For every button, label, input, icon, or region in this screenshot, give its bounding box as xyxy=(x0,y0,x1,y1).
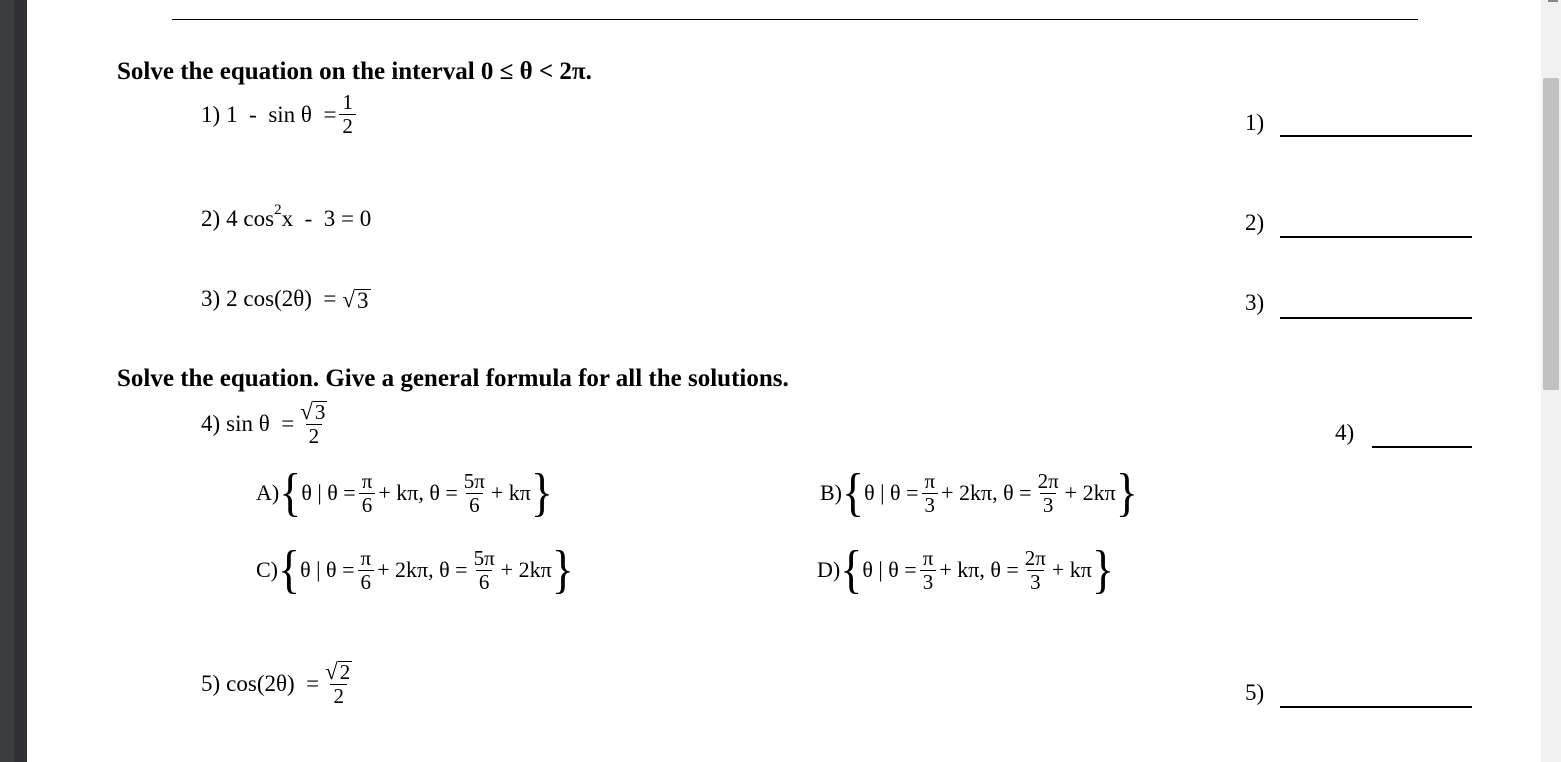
question-number: 4) xyxy=(201,410,221,436)
question-pre: 4 cos xyxy=(226,206,275,231)
question-number: 5) xyxy=(201,670,221,696)
fraction xyxy=(339,92,356,137)
fraction xyxy=(357,545,374,594)
fraction-denominator: 6 xyxy=(476,570,493,593)
fraction-numerator xyxy=(297,400,330,424)
answer-blank-3[interactable] xyxy=(1280,317,1472,319)
choice-label: B) xyxy=(820,480,842,505)
answer-label-1: 1) xyxy=(1245,110,1265,135)
question-lhs: 1 - sin θ = xyxy=(226,101,337,127)
square-root xyxy=(300,400,327,423)
choice-c[interactable] xyxy=(256,540,574,599)
left-brace: { xyxy=(279,463,302,522)
answer-label-5: 5) xyxy=(1245,680,1265,705)
left-sidebar xyxy=(0,0,27,762)
choice-end: + kπ xyxy=(490,480,531,505)
right-brace: } xyxy=(1115,463,1138,522)
question-number: 2) xyxy=(201,206,221,231)
fraction xyxy=(1022,545,1049,594)
fraction xyxy=(297,400,330,447)
choice-label: C) xyxy=(256,557,278,582)
fraction xyxy=(461,468,488,517)
fraction xyxy=(1035,468,1062,517)
fraction xyxy=(322,660,355,707)
top-rule xyxy=(172,19,1418,20)
fraction xyxy=(359,468,376,517)
question-1 xyxy=(201,92,359,137)
fraction-numerator xyxy=(322,660,355,684)
choice-label: A) xyxy=(256,480,280,505)
section-heading-interval: Solve the equation on the interval 0 ≤ θ < 2π. xyxy=(117,58,592,85)
square-root xyxy=(342,288,370,311)
fraction-denominator: 6 xyxy=(358,570,375,593)
question-4 xyxy=(201,400,333,447)
radical-sign: √ xyxy=(300,399,313,424)
set-builder: θ | θ = xyxy=(864,480,919,505)
fraction-numerator: π xyxy=(922,545,934,570)
question-5 xyxy=(201,660,358,707)
fraction-numerator: 2π xyxy=(1037,468,1059,493)
answer-label-4: 4) xyxy=(1335,420,1355,445)
radicand: 3 xyxy=(314,400,326,424)
answer-blank-4[interactable] xyxy=(1372,446,1472,448)
choice-b[interactable] xyxy=(820,463,1138,522)
fraction-denominator: 3 xyxy=(922,493,939,516)
scrollbar-mark xyxy=(1548,0,1558,2)
question-lhs: cos(2θ) = xyxy=(226,670,320,696)
left-brace: { xyxy=(842,463,865,522)
fraction xyxy=(471,545,498,594)
right-brace: } xyxy=(1091,540,1114,599)
answer-blank-1[interactable] xyxy=(1280,135,1472,137)
right-brace: } xyxy=(530,463,553,522)
question-lhs: 2 cos(2θ) = xyxy=(226,286,337,311)
square-root xyxy=(325,660,352,683)
set-builder: θ | θ = xyxy=(300,557,355,582)
fraction xyxy=(921,468,938,517)
section-heading-general: Solve the equation. Give a general formula for all the solutions. xyxy=(117,365,789,392)
fraction-denominator: 2 xyxy=(306,424,323,447)
choice-middle: + 2kπ, θ = xyxy=(941,480,1032,505)
answer-blank-5[interactable] xyxy=(1280,706,1472,708)
fraction-denominator: 2 xyxy=(330,684,347,707)
fraction-numerator: 5π xyxy=(463,468,485,493)
fraction-numerator: π xyxy=(361,468,373,493)
choice-middle: + 2kπ, θ = xyxy=(377,557,468,582)
set-builder: θ | θ = xyxy=(862,557,917,582)
fraction xyxy=(920,545,937,594)
choice-middle: + kπ, θ = xyxy=(378,480,458,505)
fraction-numerator: 2π xyxy=(1024,545,1046,570)
fraction-denominator: 6 xyxy=(466,493,483,516)
question-3 xyxy=(201,286,371,312)
fraction-numerator: 1 xyxy=(342,90,353,114)
choice-d[interactable] xyxy=(817,540,1114,599)
fraction-numerator: 5π xyxy=(473,545,495,570)
question-2 xyxy=(201,201,372,232)
fraction-denominator: 3 xyxy=(1040,493,1057,516)
choice-end: + kπ xyxy=(1051,557,1092,582)
answer-blank-2[interactable] xyxy=(1280,236,1472,238)
scrollbar-thumb[interactable] xyxy=(1543,78,1559,390)
radicand: 2 xyxy=(339,660,351,684)
question-number: 1) xyxy=(201,101,221,127)
left-brace: { xyxy=(278,540,301,599)
choice-label: D) xyxy=(817,557,841,582)
question-lhs: sin θ = xyxy=(226,410,295,436)
sidebar-edge xyxy=(14,0,27,762)
answer-label-2: 2) xyxy=(1245,210,1265,235)
fraction-numerator: π xyxy=(360,545,372,570)
choice-middle: + kπ, θ = xyxy=(939,557,1019,582)
choice-end: + 2kπ xyxy=(1064,480,1116,505)
fraction-denominator: 6 xyxy=(359,493,376,516)
answer-label-3: 3) xyxy=(1245,290,1265,315)
radical-sign: √ xyxy=(342,286,356,312)
fraction-numerator: π xyxy=(924,468,936,493)
set-builder: θ | θ = xyxy=(301,480,356,505)
choice-end: + 2kπ xyxy=(500,557,552,582)
fraction-denominator: 3 xyxy=(920,570,937,593)
left-brace: { xyxy=(840,540,863,599)
right-brace: } xyxy=(551,540,574,599)
fraction-denominator: 2 xyxy=(339,114,356,137)
exponent: 2 xyxy=(274,201,282,218)
question-number: 3) xyxy=(201,286,221,311)
radical-sign: √ xyxy=(325,659,338,684)
question-post: x - 3 = 0 xyxy=(281,206,372,231)
fraction-denominator: 3 xyxy=(1027,570,1044,593)
radicand: 3 xyxy=(357,287,369,313)
choice-a[interactable] xyxy=(256,463,553,522)
